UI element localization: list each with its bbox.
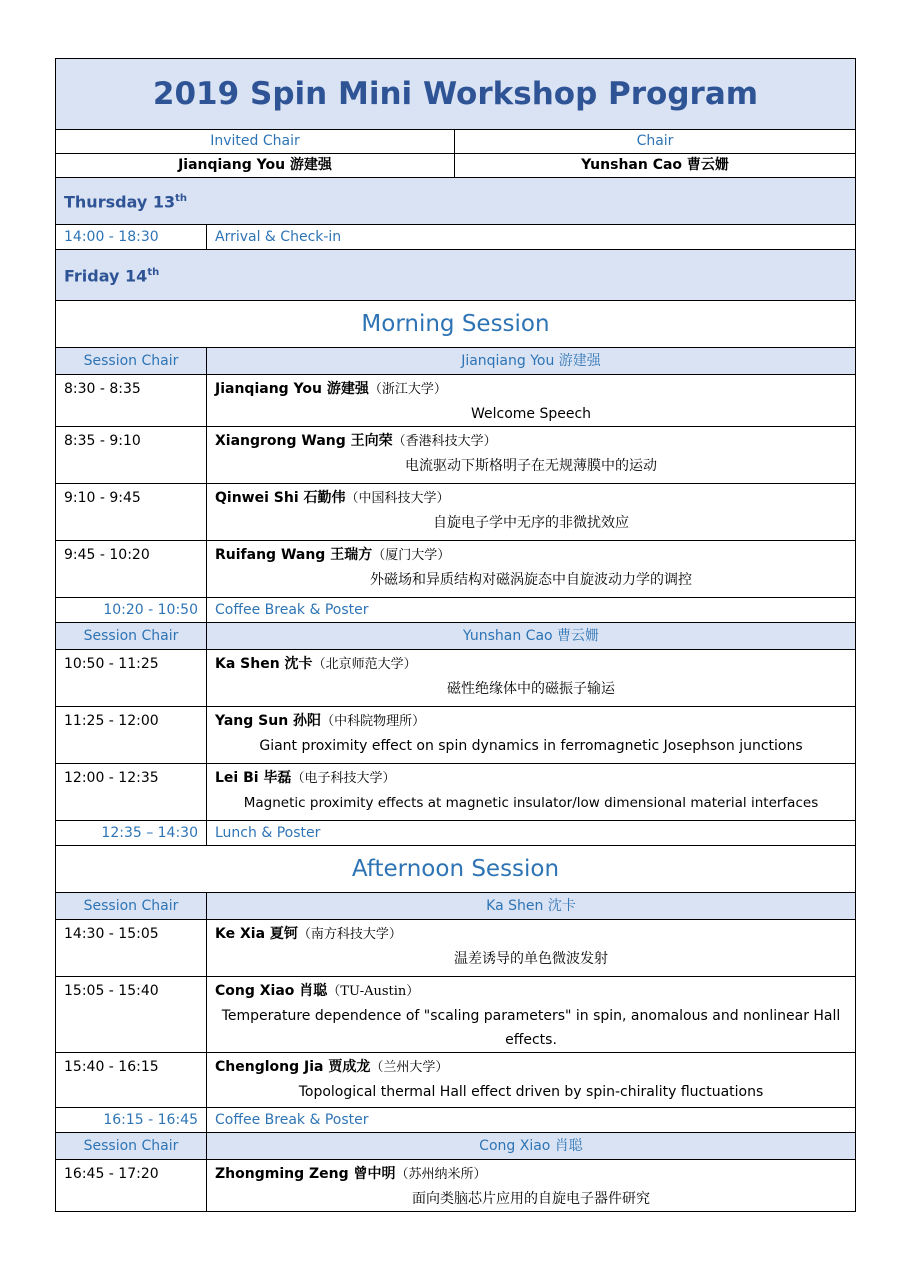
session-chair-row [56,348,856,375]
session-chair-label: Session Chair [56,1133,207,1160]
speaker-name: Ke Xia 夏钶 [215,926,298,942]
talk-time: 16:45 - 17:20 [56,1160,207,1212]
day-friday: Friday 14th [56,250,856,301]
afternoon-session-title: Afternoon Session [56,846,856,893]
speaker-affiliation: （TU-Austin） [327,984,420,999]
speaker-affiliation: （南方科技大学） [297,927,402,942]
speaker-affiliation: （苏州纳米所） [395,1167,487,1182]
talk-detail [207,484,856,541]
talk-time: 8:35 - 9:10 [56,427,207,484]
talk-time: 14:30 - 15:05 [56,920,207,977]
talk-time: 9:10 - 9:45 [56,484,207,541]
talk-title: 自旋电子学中无序的非微扰效应 [433,515,629,531]
session-chair-row [56,893,856,920]
talk-detail [207,427,856,484]
day-row-thursday [56,178,856,225]
speaker-name: Ruifang Wang 王瑞方 [215,547,373,563]
arrival-row [56,225,856,250]
talk-row [56,650,856,707]
afternoon-session-row [56,846,856,893]
session-chair-row [56,623,856,650]
chair-header-row [56,130,856,154]
arrival-label: Arrival & Check-in [207,225,856,250]
talk-title: Topological thermal Hall effect driven by spin-chirality fluctuations [298,1084,764,1100]
speaker-affiliation: （中科院物理所） [321,714,426,729]
speaker-name: Zhongming Zeng 曾中明 [215,1166,396,1182]
talk-row [56,707,856,764]
session-chair-name: Cong Xiao 肖聪 [207,1133,856,1160]
chair-label: Chair [455,130,856,154]
talk-time: 10:50 - 11:25 [56,650,207,707]
break-row [56,598,856,623]
talk-title: 温差诱导的单色微波发射 [454,951,608,967]
session-chair-name: Yunshan Cao 曹云姗 [207,623,856,650]
speaker-affiliation: （中国科技大学） [345,491,450,506]
talk-row [56,920,856,977]
talk-detail [207,977,856,1053]
talk-title: Temperature dependence of "scaling parameters" in spin, anomalous and nonlinear Hall effects. [221,1008,841,1048]
talk-detail [207,764,856,821]
session-chair-label: Session Chair [56,348,207,375]
talk-detail [207,920,856,977]
lunch-time: 12:35 – 14:30 [56,821,207,846]
break-label: Coffee Break & Poster [207,598,856,623]
arrival-time: 14:00 - 18:30 [56,225,207,250]
session-chair-row [56,1133,856,1160]
program-document [55,58,855,1212]
speaker-affiliation: （北京师范大学） [312,657,417,672]
talk-title: 电流驱动下斯格明子在无规薄膜中的运动 [405,458,657,474]
invited-chair-name: Jianqiang You 游建强 [56,154,455,178]
day-row-friday [56,250,856,301]
talk-row [56,1053,856,1108]
talk-title: Giant proximity effect on spin dynamics in ferromagnetic Josephson junctions [259,738,803,754]
speaker-affiliation: （电子科技大学） [291,771,396,786]
talk-row [56,375,856,427]
speaker-affiliation: （香港科技大学） [392,434,497,449]
talk-row [56,541,856,598]
talk-time: 12:00 - 12:35 [56,764,207,821]
speaker-name: Chenglong Jia 贾成龙 [215,1059,371,1075]
break-time: 16:15 - 16:45 [56,1108,207,1133]
talk-detail [207,1160,856,1212]
talk-row [56,764,856,821]
talk-time: 15:40 - 16:15 [56,1053,207,1108]
program-table [55,58,856,1212]
chair-names-row [56,154,856,178]
talk-row [56,427,856,484]
talk-time: 8:30 - 8:35 [56,375,207,427]
session-chair-name: Jianqiang You 游建强 [207,348,856,375]
talk-row [56,1160,856,1212]
invited-chair-label: Invited Chair [56,130,455,154]
talk-detail [207,1053,856,1108]
speaker-name: Lei Bi 毕磊 [215,770,292,786]
break-row [56,1108,856,1133]
talk-row [56,484,856,541]
talk-title: 外磁场和异质结构对磁涡旋态中自旋波动力学的调控 [370,572,692,588]
talk-detail [207,541,856,598]
speaker-name: Jianqiang You 游建强 [215,381,369,397]
break-label: Coffee Break & Poster [207,1108,856,1133]
break-time: 10:20 - 10:50 [56,598,207,623]
talk-detail [207,375,856,427]
title-row [56,59,856,130]
day-thursday: Thursday 13th [56,178,856,225]
speaker-affiliation: （兰州大学） [370,1060,449,1075]
page-title: 2019 Spin Mini Workshop Program [56,59,856,130]
session-chair-label: Session Chair [56,623,207,650]
talk-title: Welcome Speech [470,406,592,422]
speaker-name: Qinwei Shi 石勤伟 [215,490,346,506]
speaker-name: Cong Xiao 肖聪 [215,983,328,999]
speaker-affiliation: （厦门大学） [372,548,451,563]
speaker-name: Yang Sun 孙阳 [215,713,322,729]
lunch-row [56,821,856,846]
lunch-label: Lunch & Poster [207,821,856,846]
session-chair-label: Session Chair [56,893,207,920]
speaker-name: Ka Shen 沈卡 [215,656,313,672]
talk-time: 11:25 - 12:00 [56,707,207,764]
talk-time: 15:05 - 15:40 [56,977,207,1053]
talk-row [56,977,856,1053]
speaker-name: Xiangrong Wang 王向荣 [215,433,393,449]
talk-detail [207,707,856,764]
talk-title: 面向类脑芯片应用的自旋电子器件研究 [412,1191,650,1207]
morning-session-title: Morning Session [56,301,856,348]
talk-detail [207,650,856,707]
talk-title: 磁性绝缘体中的磁振子输运 [447,681,615,697]
talk-title: Magnetic proximity effects at magnetic insulator/low dimensional material interfaces [243,795,819,811]
speaker-affiliation: （浙江大学） [368,382,447,397]
morning-session-row [56,301,856,348]
chair-name: Yunshan Cao 曹云姗 [455,154,856,178]
session-chair-name: Ka Shen 沈卡 [207,893,856,920]
talk-time: 9:45 - 10:20 [56,541,207,598]
